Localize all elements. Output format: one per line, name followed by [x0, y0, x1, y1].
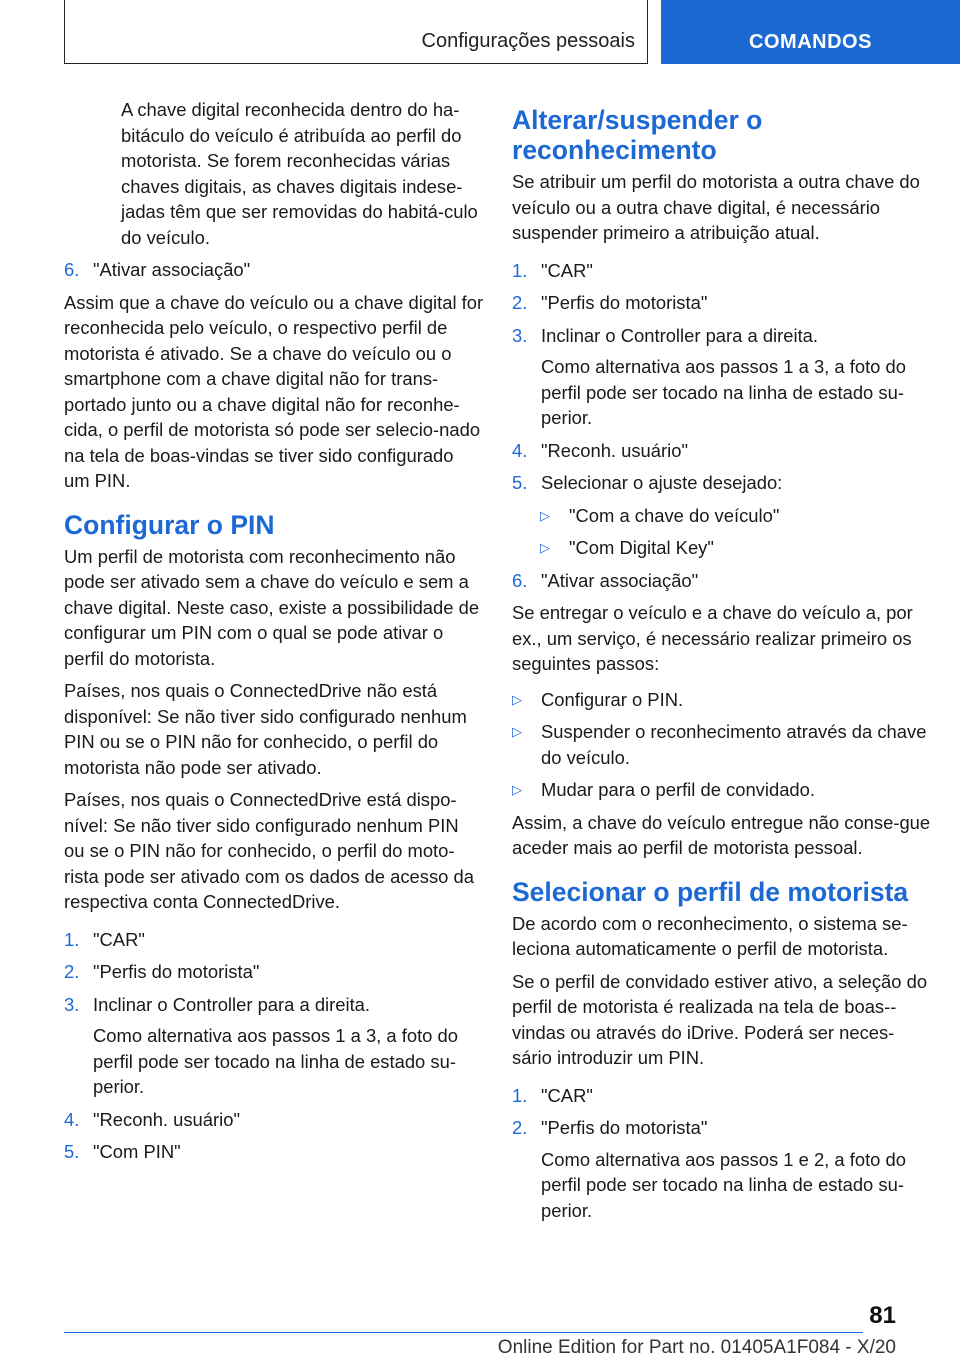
bullet-text: Configurar o PIN. [541, 688, 684, 710]
step-number: 2. [64, 961, 80, 982]
list-item [64, 992, 484, 1100]
list-item [64, 959, 484, 985]
step-number: 1. [64, 928, 80, 950]
step-number: 5. [512, 472, 528, 493]
step-number: 2. [512, 1117, 528, 1138]
bullet-text: "Com a chave do veículo" [569, 504, 780, 526]
list-item [512, 323, 932, 431]
list-item [512, 568, 932, 594]
step-text: "Com PIN" [93, 1141, 181, 1162]
step-number: 1. [512, 1084, 528, 1106]
page-number: 81 [869, 1302, 896, 1329]
bullet-text: "Com Digital Key" [569, 537, 714, 558]
triangle-bullet-icon: ▷ [540, 540, 550, 555]
bullet-item [512, 687, 932, 713]
step-text: "Reconh. usuário" [93, 1108, 240, 1130]
step-text: Inclinar o Controller para a direita. [93, 993, 371, 1015]
chapter-tab [661, 0, 960, 64]
step-text: Inclinar o Controller para a direita. [541, 324, 819, 346]
step-number: 6. [64, 259, 80, 280]
section-header-box [64, 0, 648, 64]
paragraph: Se atribuir um perfil do motorista a outra chave do veículo ou a outra chave digital, é necessário suspender primeiro a atribuição atual. [512, 171, 920, 243]
bullet-item [540, 535, 932, 561]
step-continuation: Como alternativa aos passos 1 e 2, a foto do perfil pode ser tocado na linha de estado su-perior. [541, 1148, 906, 1221]
footer-divider [64, 1332, 863, 1333]
step-continuation: Como alternativa aos passos 1 a 3, a foto do perfil pode ser tocado na linha de estado su-perior. [541, 356, 906, 428]
step-continuation: A chave digital reconhecida dentro do ha-bitáculo do veículo é atribuída ao perfil do motorista. Se forem reconhecidas várias chaves digitais, as chaves digitais indese-jadas têm que ser removidas do habitá-culo do veículo. [121, 99, 478, 248]
right-column [512, 97, 932, 1230]
list-item [64, 927, 484, 953]
edition-note: Online Edition for Part no. 01405A1F084 - X/20 [497, 1337, 896, 1358]
section-title: Configurações pessoais [421, 30, 635, 52]
chapter-tab-label: COMANDOS [749, 31, 872, 53]
list-item [512, 258, 932, 284]
step-text: "Perfis do motorista" [93, 961, 260, 982]
left-column [64, 97, 484, 1172]
list-item [512, 1115, 932, 1223]
step-text: "CAR" [541, 259, 593, 281]
step-text: "CAR" [93, 928, 145, 950]
list-item [512, 438, 932, 464]
page-header [0, 0, 960, 66]
bullet-item [540, 503, 932, 529]
list-item [64, 1107, 484, 1133]
triangle-bullet-icon: ▷ [512, 724, 522, 739]
paragraph: Assim que a chave do veículo ou a chave digital for reconhecida pelo veículo, o respectivo perfil de motorista é ativado. Se a chave do veículo ou o smartphone com a chave digital não for trans-portado junto ou a chave digital não for reconhe-cida, o perfil de motorista só pode ser selecio-nado na tela de boas-vindas se tiver sido configurado um PIN. [64, 291, 484, 491]
step-text: "Ativar associação" [93, 259, 251, 280]
paragraph: Se entregar o veículo e a chave do veículo a, por ex., um serviço, é necessário realizar primeiro os seguintes passos: [512, 602, 913, 674]
triangle-bullet-icon: ▷ [540, 507, 550, 523]
step-number: 3. [64, 993, 80, 1015]
paragraph: Se o perfil de convidado estiver ativo, a seleção do perfil de motorista é realizada na tela de boas--vindas ou através do iDrive. Poderá ser neces-sário introduzir um PIN. [512, 970, 928, 1068]
bullet-text: Suspender o reconhecimento através da chave do veículo. [541, 721, 927, 768]
triangle-bullet-icon: ▷ [512, 691, 522, 707]
list-item [64, 257, 484, 283]
step-number: 2. [512, 292, 528, 313]
bullet-text: Mudar para o perfil de convidado. [541, 779, 815, 800]
list-item [512, 1083, 932, 1109]
section-heading: Alterar/suspender o reconhecimento [512, 105, 763, 165]
bullet-item [512, 777, 932, 803]
step-number: 3. [512, 324, 528, 346]
paragraph: Países, nos quais o ConnectedDrive está dispo-nível: Se não tiver sido configurado nenhum PIN ou se o PIN não for conhecido, o perfil do moto-rista pode ser ativado com os dados de acesso da respectiva conta ConnectedDrive. [64, 789, 474, 912]
step-text: "CAR" [541, 1084, 593, 1106]
step-text: "Perfis do motorista" [541, 292, 708, 313]
list-item [512, 470, 932, 496]
step-number: 4. [512, 439, 528, 461]
step-text: "Perfis do motorista" [541, 1117, 708, 1138]
paragraph: Assim, a chave do veículo entregue não conse-gue aceder mais ao perfil de motorista pessoal. [512, 811, 931, 858]
step-text: "Ativar associação" [541, 569, 699, 591]
step-number: 6. [512, 569, 528, 591]
step-continuation: Como alternativa aos passos 1 a 3, a foto do perfil pode ser tocado na linha de estado su-perior. [93, 1025, 458, 1097]
step-text: Selecionar o ajuste desejado: [541, 472, 783, 493]
step-number: 1. [512, 259, 528, 281]
bullet-item [512, 719, 932, 770]
paragraph: Um perfil de motorista com reconhecimento não pode ser ativado sem a chave do veículo e sem a chave digital. Neste caso, existe a possibilidade de configurar um PIN com o qual se pode ativar o perfil do motorista. [64, 545, 480, 669]
list-item [512, 290, 932, 316]
section-heading: Configurar o PIN [64, 509, 275, 540]
paragraph: De acordo com o reconhecimento, o sistema se-leciona automaticamente o perfil de motorista. [512, 912, 908, 959]
list-item [64, 1139, 484, 1165]
paragraph: Países, nos quais o ConnectedDrive não está disponível: Se não tiver sido configurado nenhum PIN ou se o PIN não for conhecido, o perfil do motorista não pode ser ativado. [64, 680, 467, 778]
triangle-bullet-icon: ▷ [512, 782, 522, 797]
step-number: 4. [64, 1108, 80, 1130]
section-heading: Selecionar o perfil de motorista [512, 876, 909, 907]
step-text: "Reconh. usuário" [541, 439, 688, 461]
step-number: 5. [64, 1141, 80, 1162]
